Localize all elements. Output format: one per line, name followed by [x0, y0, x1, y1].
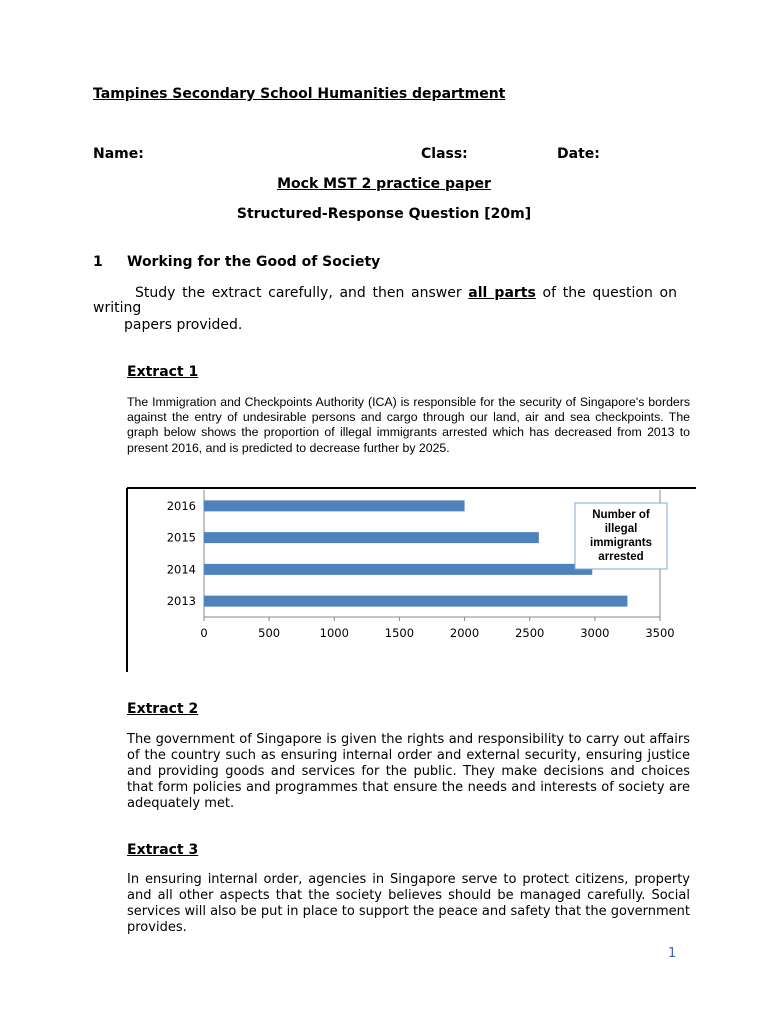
y-tick-label-2015: 2015	[166, 530, 196, 545]
x-tick-label: 500	[258, 626, 281, 640]
legend-line: illegal	[604, 523, 638, 535]
chart-legend	[575, 503, 667, 569]
x-tick-label: 1500	[384, 626, 415, 640]
extract-2-text: The government of Singapore is given the rights and responsibility to carry out affairs of the country such as ensuring internal order and external security, ensuring justice and providing goods and services for the public. They make decisions and choices that form policies and programmes that ensure the needs and interests of society are adequately met.	[127, 732, 690, 811]
x-tick-labels	[200, 617, 674, 640]
legend-line: immigrants	[590, 537, 652, 549]
name-label: Name:	[93, 146, 144, 162]
instruction-part-2: of the question on	[542, 285, 677, 301]
extract-3-text: In ensuring internal order, agencies in Singapore serve to protect citizens, property and all other aspects that the society believes should be managed carefully. Social services will also be put in place to support the peace and safety that the government provides.	[127, 872, 690, 935]
bars	[204, 500, 627, 606]
x-tick-label: 2000	[449, 626, 480, 640]
extract-2-heading: Extract 2	[127, 701, 199, 717]
bar-2013	[204, 596, 627, 607]
date-label: Date:	[557, 146, 600, 162]
extract-1-text: The Immigration and Checkpoints Authority (ICA) is responsible for the security of Singapore's borders against the entry of undesirable persons and cargo through our land, air and sea checkpoints. The graph below shows the proportion of illegal immigrants arrested which has decreased from 2013 to present 2016, and is predicted to decrease further by 2025.	[127, 395, 690, 455]
question-title: Working for the Good of Society	[127, 254, 381, 270]
page-number: 1	[668, 946, 677, 961]
extract-1-heading: Extract 1	[127, 364, 199, 380]
legend-line: Number of	[592, 509, 650, 521]
question-number: 1	[93, 254, 103, 270]
instruction-emphasis: all parts	[468, 285, 536, 301]
x-tick-label: 2500	[515, 626, 545, 640]
y-tick-labels	[167, 499, 196, 608]
instruction-line-2: writing	[93, 300, 142, 316]
instruction-line-3: papers provided.	[124, 317, 243, 333]
instruction-line-1	[93, 285, 677, 301]
instruction-part-1: Study the extract carefully, and then answer	[135, 285, 462, 301]
bar-2016	[204, 500, 465, 511]
bar-2015	[204, 532, 539, 543]
extract-3-heading: Extract 3	[127, 842, 199, 858]
x-tick-label: 3500	[645, 626, 675, 640]
paper-title	[0, 176, 768, 192]
x-tick-label: 1000	[319, 626, 349, 640]
x-tick-label: 0	[200, 626, 208, 640]
x-tick-label: 3000	[580, 626, 610, 640]
y-tick-label-2016: 2016	[166, 498, 196, 513]
y-tick-label-2013: 2013	[166, 594, 196, 609]
school-department-title: Tampines Secondary School Humanities department	[93, 86, 506, 102]
y-tick-label-2014: 2014	[166, 562, 196, 577]
paper-subtitle: Structured-Response Question [20m]	[236, 206, 532, 222]
paper-title-text: Mock MST 2 practice paper	[277, 176, 491, 192]
arrests-bar-chart	[126, 486, 696, 672]
class-label: Class:	[421, 146, 468, 162]
bar-2014	[204, 564, 592, 575]
legend-line: arrested	[598, 551, 644, 563]
